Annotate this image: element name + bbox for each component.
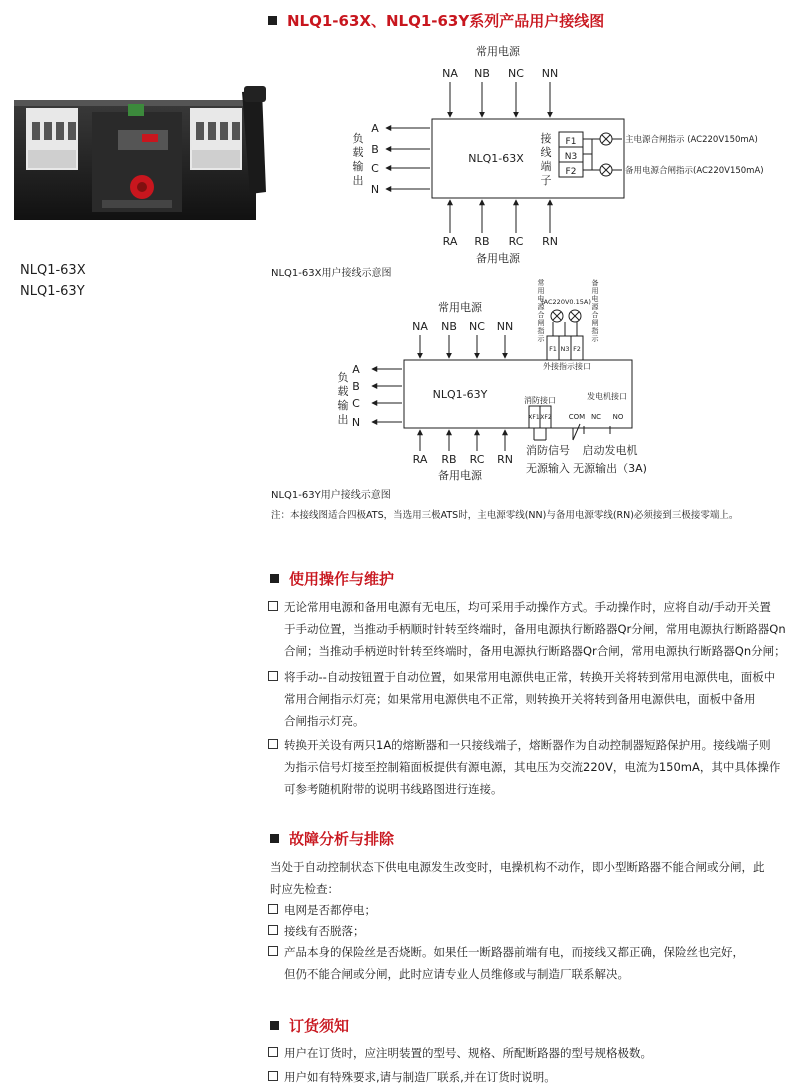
svg-text:输: 输 [352, 160, 364, 173]
svg-text:合: 合 [591, 311, 599, 319]
model-name: NLQ1-63Y [20, 284, 85, 299]
svg-text:F2: F2 [573, 345, 581, 353]
svg-text:NO: NO [612, 413, 624, 421]
svg-text:负: 负 [337, 371, 349, 384]
svg-text:输: 输 [337, 399, 349, 412]
svg-text:F1: F1 [549, 345, 557, 353]
square-bullet-icon [270, 1021, 279, 1030]
svg-text:外接指示接口: 外接指示接口 [543, 362, 591, 371]
svg-text:负: 负 [352, 132, 364, 145]
terminal-label: NA [442, 67, 458, 80]
svg-text:常: 常 [537, 279, 545, 287]
svg-text:A: A [371, 122, 379, 135]
svg-text:RB: RB [474, 235, 490, 248]
square-bullet-icon [270, 834, 279, 843]
svg-text:RA: RA [412, 453, 428, 466]
svg-text:RN: RN [497, 453, 513, 466]
list-item: 电网是否都停电； [268, 899, 376, 921]
svg-text:启动发电机: 启动发电机 [582, 444, 638, 457]
svg-text:N3: N3 [560, 345, 570, 353]
svg-text:NC: NC [590, 413, 602, 421]
product-photo [10, 82, 272, 227]
checkbox-icon [268, 671, 278, 681]
svg-text:闸: 闸 [591, 319, 599, 327]
list-item: 无论常用电源和备用电源有无电压，均可采用手动操作方式。手动操作时，应将自动/手动开关置 于手动位置，当推动手柄顺时针转至终端时，备用电源执行断路器Qr分闸，常用电源执行断路器Qn 合闸；当推动手柄逆时针转至终端时，备用电源执行断路器Qr合闸，常用电源执行断路器Qn分闸； [268, 596, 786, 662]
svg-text:NA: NA [412, 320, 428, 333]
svg-text:C: C [352, 397, 360, 410]
svg-text:指: 指 [591, 327, 599, 335]
device-label: NLQ1-63X [468, 152, 524, 165]
svg-text:NB: NB [441, 320, 457, 333]
list-item: 用户如有特殊要求,请与制造厂联系,并在订货时说明。 [268, 1066, 556, 1088]
svg-text:载: 载 [337, 385, 349, 398]
svg-text:源: 源 [537, 303, 545, 311]
fault-intro: 当处于自动控制状态下供电电源发生改变时，电操机构不动作，即小型断路器不能合闸或分闸，此 时应先检查： [270, 860, 765, 896]
svg-text:闸: 闸 [537, 319, 545, 327]
svg-text:用: 用 [591, 287, 599, 295]
diagram-caption: NLQ1-63X用户接线示意图 [271, 268, 392, 279]
checkbox-icon [268, 1047, 278, 1057]
svg-text:消防信号: 消防信号 [526, 444, 570, 457]
terminal-label: NB [474, 67, 490, 80]
svg-text:端: 端 [540, 160, 552, 173]
svg-text:RB: RB [441, 453, 457, 466]
svg-text:F2: F2 [565, 167, 577, 177]
svg-text:COM: COM [568, 413, 586, 421]
checkbox-icon [268, 904, 278, 914]
diagram-caption: NLQ1-63Y用户接线示意图 [271, 490, 391, 501]
svg-text:无源输出（3A): 无源输出（3A) [573, 462, 647, 475]
list-item: 将手动--自动按钮置于自动位置，如果常用电源供电正常，转换开关将转到常用电源供电，面板中 常用合闸指示灯亮；如果常用电源供电不正常，则转换开关将转到备用电源供电，面板中备用 合闸指示灯亮。 [268, 666, 775, 732]
main-source-title: 常用电源 [476, 45, 520, 58]
svg-text:消防接口: 消防接口 [524, 396, 556, 405]
svg-text:A: A [352, 363, 360, 376]
terminal-label: NC [508, 67, 524, 80]
svg-text:F1: F1 [565, 137, 577, 147]
square-bullet-icon [270, 574, 279, 583]
svg-text:示: 示 [591, 335, 599, 343]
svg-text:出: 出 [352, 174, 364, 187]
checkbox-icon [268, 1071, 278, 1081]
backup-source-title: 备用电源 [438, 469, 482, 482]
backup-source-title: 备用电源 [476, 252, 520, 265]
svg-text:用: 用 [537, 287, 545, 295]
svg-text:无源输入: 无源输入 [526, 462, 570, 475]
svg-text:合: 合 [537, 311, 545, 319]
svg-text:XF2: XF2 [540, 414, 552, 421]
lamp-label: 主电源合闸指示 (AC220V150mA) [625, 135, 758, 145]
svg-text:备: 备 [591, 279, 599, 287]
svg-text:子: 子 [540, 174, 552, 187]
svg-text:电: 电 [591, 295, 599, 303]
svg-text:N: N [370, 183, 380, 196]
header-title: NLQ1-63X、NLQ1-63Y系列产品用户接线图 [268, 10, 604, 31]
wiring-diagram-x [300, 40, 780, 268]
lamp-rating: (AC220V0.15A) [541, 298, 591, 306]
square-bullet-icon [268, 16, 277, 25]
device-box [432, 119, 624, 198]
svg-text:指: 指 [537, 327, 545, 335]
list-item: 产品本身的保险丝是否烧断。如果任一断路器前端有电，而接线又都正确，保险丝也完好， 但仍不能合闸或分闸，此时应请专业人员维修或与制造厂联系解决。 [268, 941, 744, 985]
terminal-label: NN [541, 67, 559, 80]
model-name: NLQ1-63X [20, 263, 86, 278]
lamp-label: 备用电源合闸指示(AC220V150mA) [625, 166, 764, 176]
list-item: 转换开关设有两只1A的熔断器和一只接线端子，熔断器作为自动控制器短路保护用。接线端子则 为指示信号灯接至控制箱面板提供有源电源，其电压为交流220V，电流为150mA，其中具体操作 可参考随机附带的说明书线路图进行连接。 [268, 734, 780, 800]
section-title: 使用操作与维护 [270, 568, 394, 589]
svg-text:N: N [351, 416, 361, 429]
svg-text:接: 接 [540, 132, 552, 145]
svg-text:RA: RA [442, 235, 458, 248]
wiring-note: 注：本接线图适合四极ATS，当选用三极ATS时，主电源零线(NN)与备用电源零线(RN)必须接到三极接零端上。 [271, 510, 739, 521]
svg-text:电: 电 [537, 295, 545, 303]
svg-text:源: 源 [591, 303, 599, 311]
svg-text:RC: RC [469, 453, 485, 466]
svg-text:N3: N3 [564, 152, 578, 162]
section-title: 故障分析与排除 [270, 828, 394, 849]
wiring-diagram-y [300, 276, 780, 486]
section-title: 订货须知 [270, 1015, 349, 1036]
list-item: 用户在订货时，应注明装置的型号、规格、所配断路器的型号规格极数。 [268, 1042, 652, 1064]
svg-text:C: C [371, 162, 379, 175]
list-item: 接线有否脱落； [268, 920, 365, 942]
svg-text:出: 出 [337, 413, 349, 426]
checkbox-icon [268, 601, 278, 611]
device-label: NLQ1-63Y [432, 388, 488, 401]
main-source-title: 常用电源 [438, 301, 482, 314]
svg-text:示: 示 [537, 335, 545, 343]
svg-text:线: 线 [540, 146, 552, 159]
checkbox-icon [268, 925, 278, 935]
svg-text:NN: NN [496, 320, 514, 333]
svg-text:NC: NC [469, 320, 485, 333]
svg-text:B: B [352, 380, 360, 393]
svg-text:XF1: XF1 [528, 414, 540, 421]
checkbox-icon [268, 946, 278, 956]
svg-text:RC: RC [508, 235, 524, 248]
svg-text:RN: RN [542, 235, 558, 248]
svg-text:载: 载 [352, 146, 364, 159]
svg-text:B: B [371, 143, 379, 156]
svg-text:发电机接口: 发电机接口 [587, 392, 627, 401]
checkbox-icon [268, 739, 278, 749]
